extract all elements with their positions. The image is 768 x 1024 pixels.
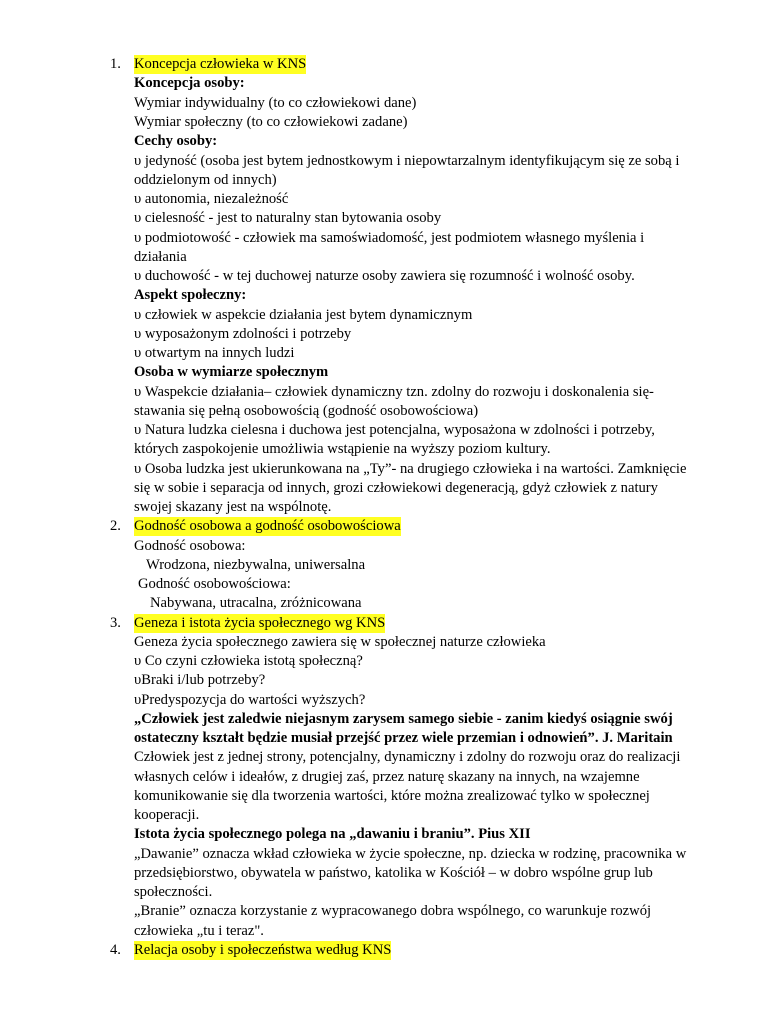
text-line: Godność osobowościowa: <box>138 576 291 592</box>
text-line: υBraki i/lub potrzeby? <box>134 672 266 688</box>
text-line: „Dawanie” oznacza wkład człowieka w życie społeczne, np. dziecka w rodzinę, pracownika w <box>134 846 687 862</box>
section-heading: Godność osobowa a godność osobowościowa <box>134 517 401 536</box>
text-line: komunikowanie się dla tworzenia wartości, które można zrealizować tylko w społecznej <box>134 788 650 804</box>
text-line: przedsiębiorstwo, obywatela w państwo, katolika w Kościół – w dobro wspólne grup lub <box>134 865 653 881</box>
text-line: υ duchowość - w tej duchowej naturze osoby zawiera się rozumność i wolność osoby. <box>134 268 635 284</box>
text-line: własnych celów i ideałów, z drugiej zaś, przez naturę skazany na innych, na wzajemne <box>134 769 640 785</box>
text-line: υ cielesność - jest to naturalny stan bytowania osoby <box>134 210 442 226</box>
text-line: Wrodzona, niezbywalna, uniwersalna <box>146 557 366 573</box>
text-line: υ Waspekcie działania– człowiek dynamiczny tzn. zdolny do rozwoju i doskonalenia się- <box>134 384 654 400</box>
text-line: „Branie” oznacza korzystanie z wypracowanego dobra wspólnego, co warunkuje rozwój <box>134 903 652 919</box>
text-line: υ Natura ludzka cielesna i duchowa jest potencjalna, wyposażona w zdolności i potrzeby, <box>134 422 655 438</box>
subheading: Cechy osoby: <box>134 133 218 149</box>
text-line: υ wyposażonym zdolności i potrzeby <box>134 326 352 342</box>
quote-line: „Człowiek jest zaledwie niejasnym zarysem samego siebie - zanim kiedyś osiągnie swój <box>134 711 673 727</box>
text-line: υ podmiotowość - człowiek ma samoświadomość, jest podmiotem własnego myślenia i <box>134 230 645 246</box>
text-line: kooperacji. <box>134 807 200 823</box>
subheading: Aspekt społeczny: <box>134 287 247 303</box>
quote-line: ostateczny kształt będzie musiał przejść przez wiele przemian i odnowień”. J. Maritain <box>134 730 673 746</box>
text-line: Wymiar indywidualny (to co człowiekowi dane) <box>134 95 417 111</box>
text-line: υ autonomia, niezależność <box>134 191 289 207</box>
section-heading: Koncepcja człowieka w KNS <box>134 55 306 74</box>
text-line: Wymiar społeczny (to co człowiekowi zadane) <box>134 114 408 130</box>
text-line: działania <box>134 249 187 265</box>
section-number: 1. <box>110 56 121 72</box>
subheading: Istota życia społecznego polega na „dawaniu i braniu”. Pius XII <box>134 826 531 842</box>
text-line: oddzielonym od innych) <box>134 172 277 188</box>
section-number: 2. <box>110 518 121 534</box>
text-line: stawania się pełną osobowością (godność osobowościowa) <box>134 403 479 419</box>
text-line: Godność osobowa: <box>134 538 246 554</box>
text-line: υ Co czyni człowieka istotą społeczną? <box>134 653 363 669</box>
subheading: Osoba w wymiarze społecznym <box>134 364 329 380</box>
subheading: Koncepcja osoby: <box>134 75 245 91</box>
text-line: się w sobie i separacja od innych, grozi człowiekowi degeneracją, gdyż człowiek z natury <box>134 480 658 496</box>
section-number: 4. <box>110 942 121 958</box>
section-number: 3. <box>110 615 121 631</box>
text-line: których zaspokojenie umożliwia wstąpienie na wyższy poziom kultury. <box>134 441 551 457</box>
text-line: υ człowiek w aspekcie działania jest bytem dynamicznym <box>134 307 473 323</box>
text-line: społeczności. <box>134 884 213 900</box>
section-heading: Geneza i istota życia społecznego wg KNS <box>134 614 385 633</box>
text-line: υ Osoba ludzka jest ukierunkowana na „Ty”- na drugiego człowieka i na wartości. Zamknięcie <box>134 461 687 477</box>
text-line: swojej skazany jest na wspólnotę. <box>134 499 332 515</box>
text-line: υ otwartym na innych ludzi <box>134 345 295 361</box>
text-line: υPredyspozycja do wartości wyższych? <box>134 692 366 708</box>
text-line: człowieka „tu i teraz". <box>134 923 264 939</box>
text-line: Nabywana, utracalna, zróżnicowana <box>150 595 362 611</box>
text-line: υ jedyność (osoba jest bytem jednostkowym i niepowtarzalnym identyfikującym się ze sobą i <box>134 153 680 169</box>
text-line: Człowiek jest z jednej strony, potencjalny, dynamiczny i zdolny do rozwoju oraz do realizacji <box>134 749 681 765</box>
section-heading: Relacja osoby i społeczeństwa według KNS <box>134 941 391 960</box>
text-line: Geneza życia społecznego zawiera się w społecznej naturze człowieka <box>134 634 546 650</box>
